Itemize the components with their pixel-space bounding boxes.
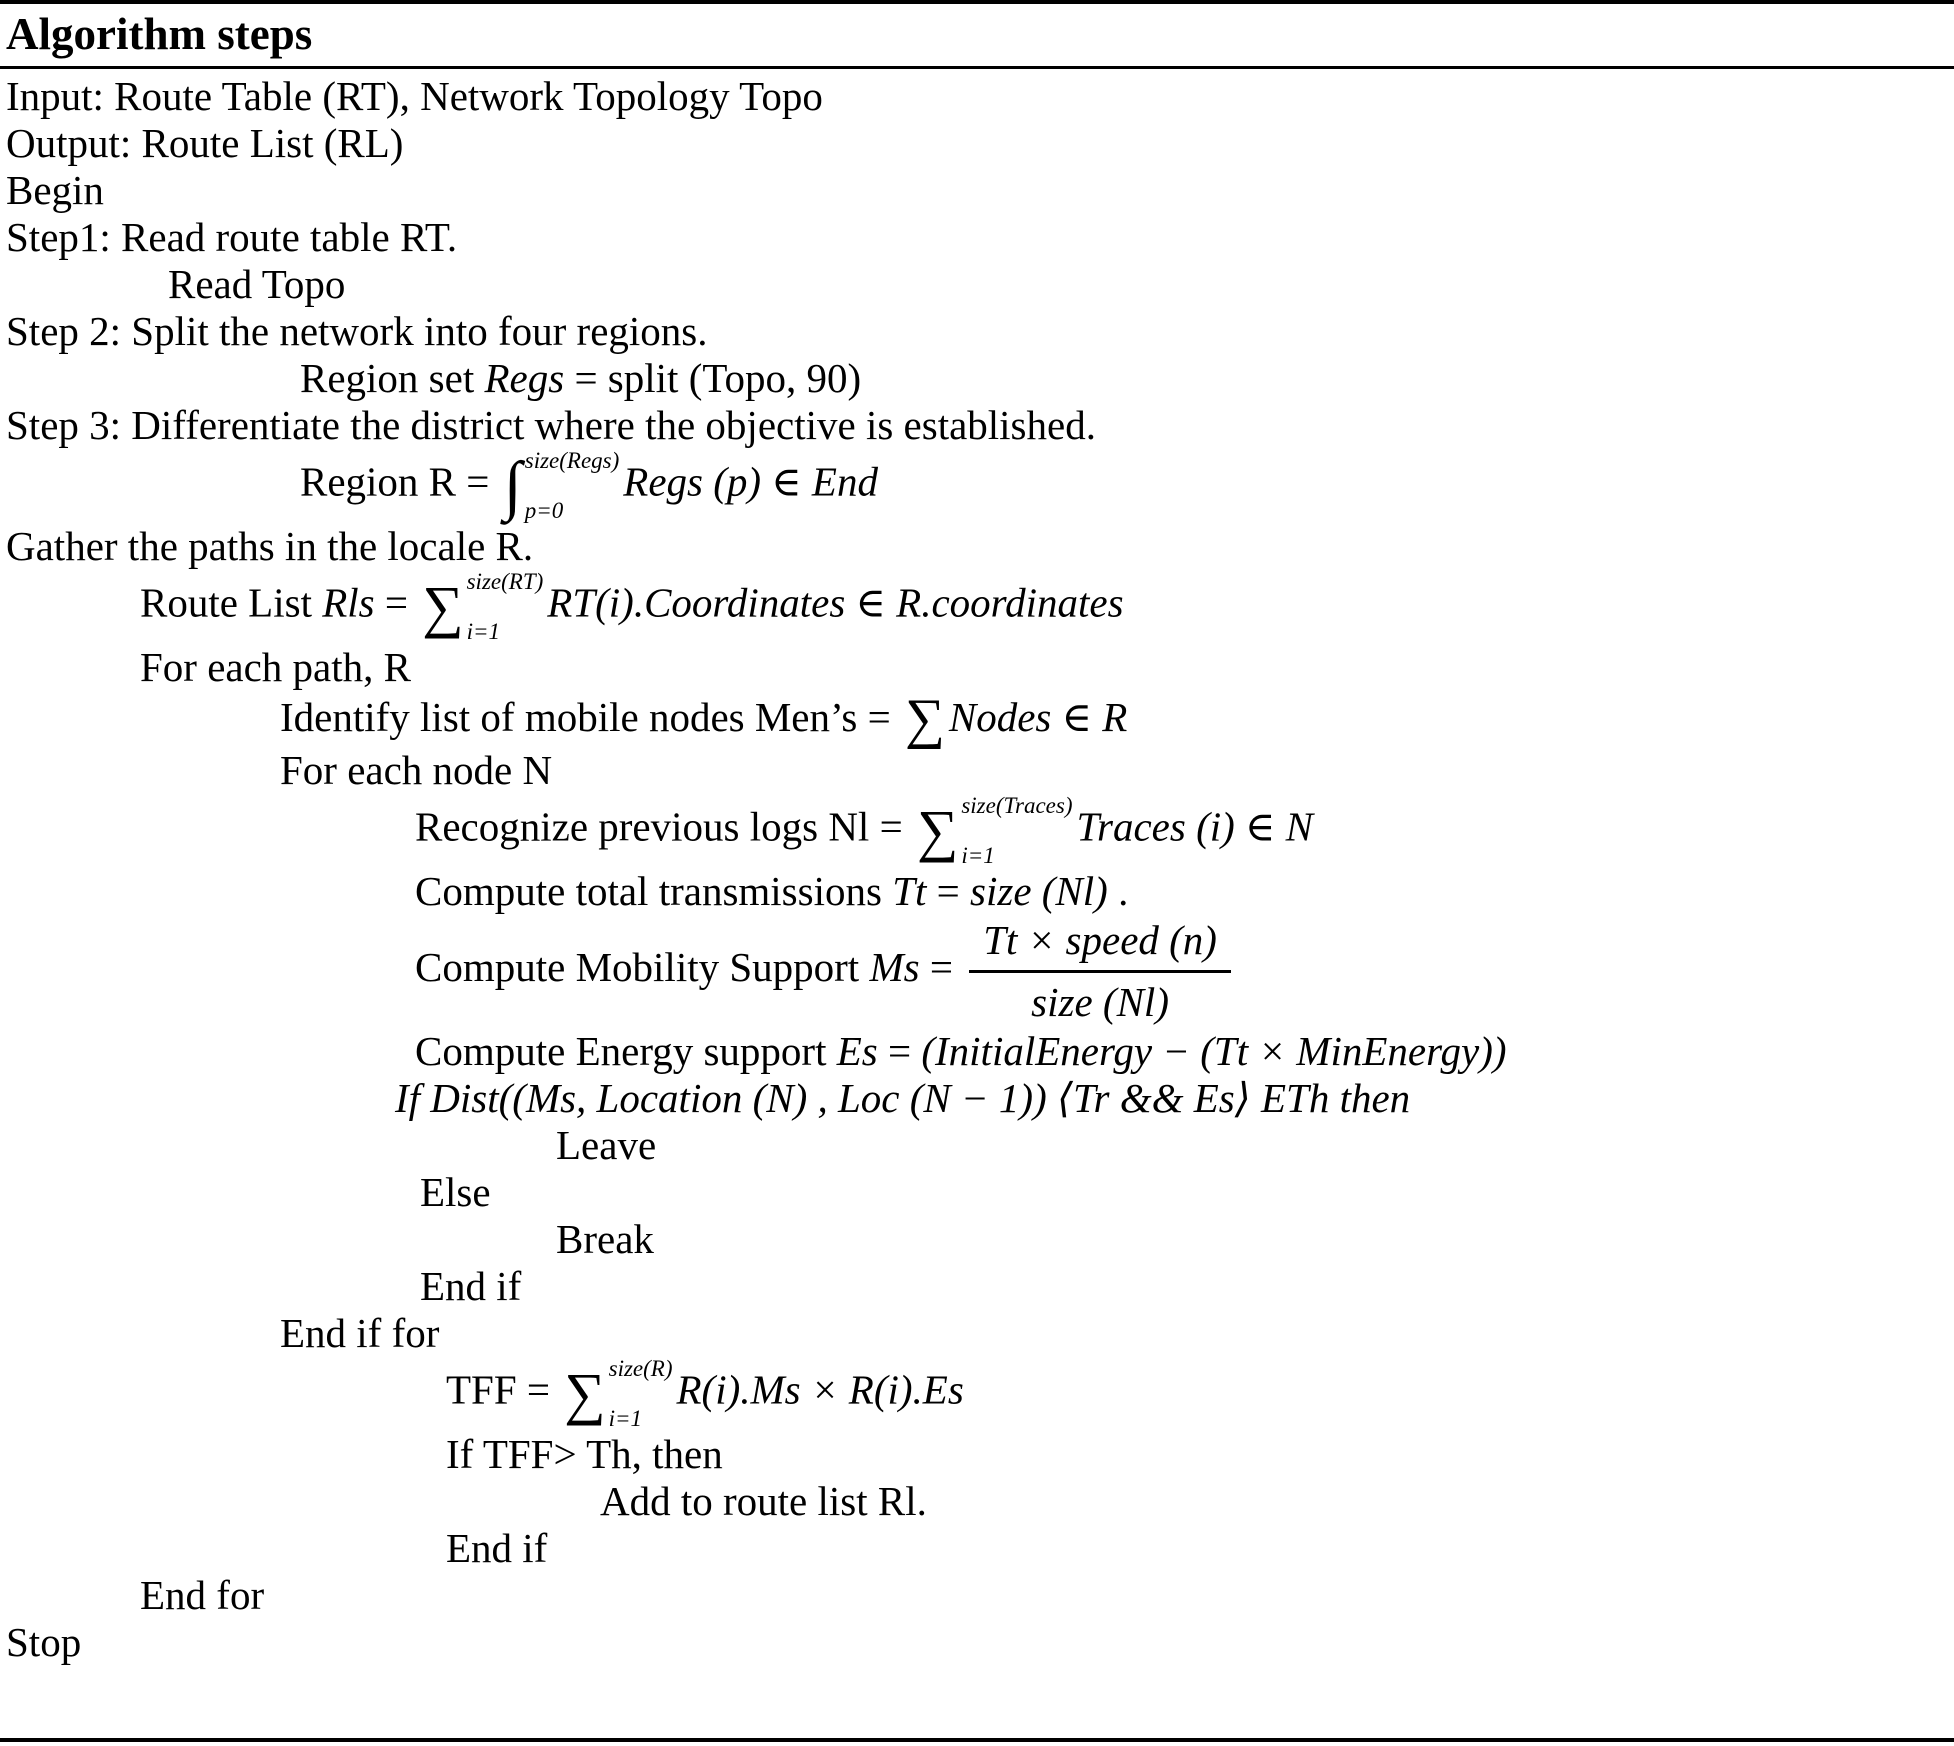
code-text: Break [556, 1216, 654, 1262]
code-text: Recognize previous logs Nl = [415, 803, 913, 850]
code-text: If TFF> Th, then [446, 1431, 723, 1477]
algo-line-22 [0, 1216, 1954, 1263]
algo-line-1 [0, 73, 1954, 120]
math-variable: RT(i).Coordinates [547, 579, 846, 626]
algo-line-6 [0, 308, 1954, 355]
code-text: = [926, 868, 971, 914]
summation-symbol: ∑ [904, 688, 945, 750]
code-text: ∈ [1051, 694, 1103, 740]
code-text: Output: Route List (RL) [6, 120, 404, 166]
code-text: Gather the paths in the locale R. [6, 523, 534, 569]
algo-line-18 [0, 1028, 1954, 1075]
algo-line-23 [0, 1263, 1954, 1310]
code-text: For each node N [280, 747, 553, 793]
code-text: Stop [6, 1619, 82, 1665]
code-text: Compute total transmissions [415, 868, 893, 914]
math-variable: End [811, 458, 878, 505]
math-variable: Regs (p) [623, 458, 762, 505]
code-text: = [919, 943, 964, 990]
math-variable: size (Nl) [970, 868, 1108, 914]
math-variable: Ms [869, 943, 920, 990]
algo-line-15 [0, 794, 1954, 868]
algo-line-30 [0, 1619, 1954, 1666]
algo-line-26 [0, 1431, 1954, 1478]
math-variable: Es [836, 1028, 878, 1074]
algo-line-2 [0, 120, 1954, 167]
algo-line-8 [0, 402, 1954, 449]
code-text: Add to route list Rl. [600, 1478, 927, 1524]
code-text: = [374, 579, 419, 626]
code-text: Step 2: Split the network into four regions. [6, 308, 708, 354]
algo-line-25 [0, 1357, 1954, 1431]
code-text: Step 3: Differentiate the district where the objective is established. [6, 402, 1096, 448]
math-variable: Tt [892, 868, 927, 914]
integral-symbol: ∫ size(Regs) p=0 [503, 448, 620, 523]
code-text: End if [420, 1263, 522, 1309]
algo-line-14 [0, 747, 1954, 794]
code-text: Compute Mobility Support [415, 943, 870, 990]
math-variable: (InitialEnergy − (Tt × MinEnergy)) [921, 1028, 1507, 1074]
code-text: End if [446, 1525, 548, 1571]
algo-line-12 [0, 644, 1954, 691]
summation-symbol: ∑ size(Traces) i=1 [916, 793, 1073, 868]
code-text: Step1: Read route table RT. [6, 214, 458, 260]
table-title: Algorithm steps [0, 4, 1954, 69]
algo-line-28 [0, 1525, 1954, 1572]
code-text: End for [140, 1572, 265, 1618]
algo-line-21 [0, 1169, 1954, 1216]
math-variable: If Dist((Ms, Location (N) , Loc (N − 1)) ⟨Tr && Es⟩ ETh then [395, 1075, 1411, 1121]
code-text: = split (Topo, 90) [564, 355, 862, 401]
math-variable: R(i).Ms × R(i).Es [676, 1366, 964, 1413]
algo-line-13 [0, 688, 1954, 750]
algo-line-27 [0, 1478, 1954, 1525]
algo-line-5 [0, 261, 1954, 308]
algo-line-9 [0, 449, 1954, 523]
code-text: Region set [300, 355, 485, 401]
code-text: TFF = [446, 1366, 561, 1413]
algo-line-3 [0, 167, 1954, 214]
code-text: Identify list of mobile nodes Men’s = [280, 694, 901, 740]
algo-line-29 [0, 1572, 1954, 1619]
code-text: Leave [556, 1122, 657, 1168]
algorithm-body [0, 69, 1954, 1666]
code-text: Else [420, 1169, 491, 1215]
algo-line-4 [0, 214, 1954, 261]
math-variable: Traces (i) [1076, 803, 1235, 850]
code-text: = [877, 1028, 922, 1074]
code-text: ∈ [1234, 803, 1286, 850]
algo-line-10 [0, 523, 1954, 570]
code-text: . [1107, 868, 1129, 914]
algo-line-24 [0, 1310, 1954, 1357]
code-text: Compute Energy support [415, 1028, 837, 1074]
algo-line-19 [0, 1075, 1954, 1122]
code-text: Begin [6, 167, 104, 213]
algo-line-11 [0, 570, 1954, 644]
math-variable: Nodes [948, 694, 1052, 740]
code-text: Read Topo [168, 261, 346, 307]
summation-symbol: ∑ size(R) i=1 [564, 1356, 673, 1431]
code-text: Input: Route Table (RT), Network Topology Topo [6, 73, 823, 119]
math-variable: Rls [322, 579, 375, 626]
fraction: $\frac{\text{Tt × speed (n)}}{\text{size (Nl)}}$ [969, 917, 1231, 1026]
math-variable: R [1102, 694, 1128, 740]
algo-line-16 [0, 868, 1954, 915]
code-text: Route List [140, 579, 323, 626]
summation-symbol: ∑ size(RT) i=1 [422, 569, 544, 644]
code-text: ∈ [761, 458, 812, 505]
math-variable: Regs [484, 355, 565, 401]
algo-line-7 [0, 355, 1954, 402]
code-text: ∈ [845, 579, 897, 626]
algo-line-20 [0, 1122, 1954, 1169]
code-text: Region R = [300, 458, 500, 505]
code-text: For each path, R [140, 644, 411, 690]
algo-line-17 [0, 915, 1954, 1028]
math-variable: R.coordinates [896, 579, 1124, 626]
math-variable: N [1285, 803, 1313, 850]
code-text: End if for [280, 1310, 440, 1356]
